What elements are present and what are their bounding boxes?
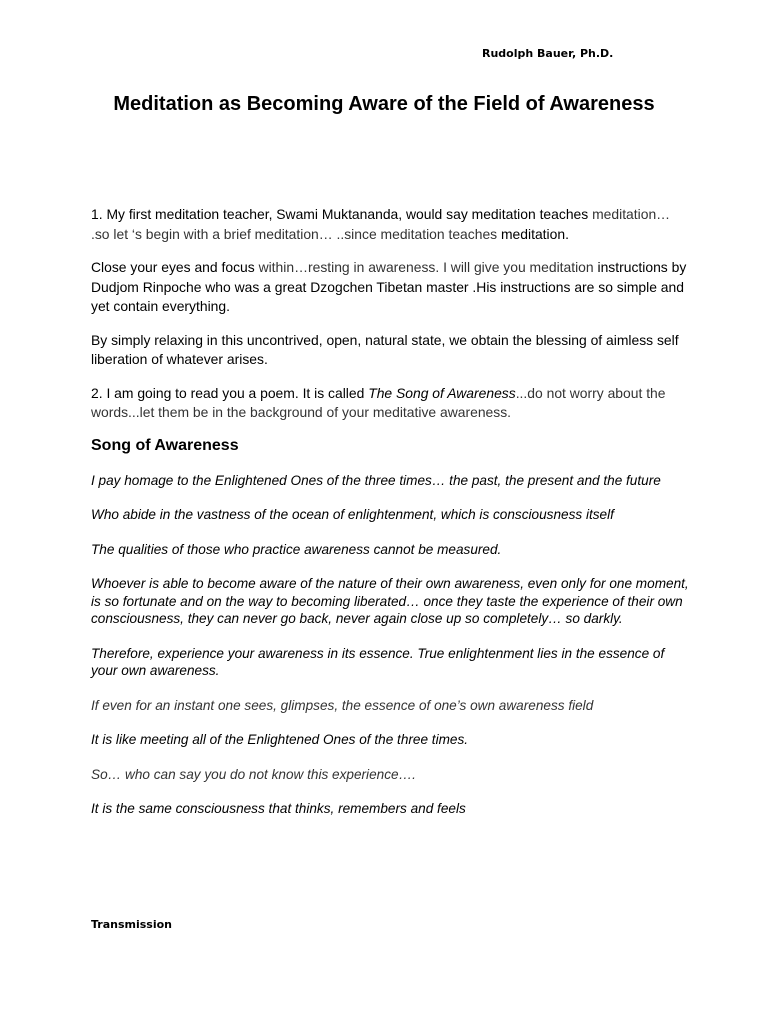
song-heading: Song of Awareness (91, 436, 239, 454)
paragraph-4 (91, 384, 691, 423)
paragraph-4-part-3: ...do not worry about the words...let them be in the background of your meditative awareness. (91, 384, 666, 420)
verse-6: If even for an instant one sees, glimpses, the essence of one’s own awareness field (91, 697, 594, 713)
paragraph-2-part-3: instructions by Dudjom Rinpoche who was a great Dzogchen Tibetan master .His instructions are so simple and yet contain everything. (91, 259, 687, 314)
verse-9: It is the same consciousness that thinks, remembers and feels (91, 801, 466, 816)
paragraph-3 (91, 331, 691, 370)
author-name: Rudolph Bauer, Ph.D. (482, 47, 614, 60)
poem-title-inline: The Song of Awareness (368, 384, 516, 401)
verse-3: The qualities of those who practice awareness cannot be measured. (91, 541, 502, 557)
verse-5: Therefore, experience your awareness in its essence. True enlightenment lies in the essence of your own awareness. (91, 645, 665, 678)
verse-2: Who abide in the vastness of the ocean of enlightenment, which is consciousness itself (91, 507, 614, 522)
footer-label: Transmission (91, 918, 173, 931)
paragraph-3-text: By simply relaxing in this uncontrived, open, natural state, we obtain the blessing of aimless self liberation of whatever arises. (91, 331, 679, 367)
paragraph-1 (91, 205, 691, 244)
paragraph-1-line-2: meditation… .so let ‘s begin with a brief meditation… ..since meditation teaches (91, 206, 671, 242)
document-body (91, 205, 691, 835)
verse-4: Whoever is able to become aware of the nature of their own awareness, even only for one moment, is so fortunate and on the way to becoming liberated… once they taste the experience of their own consciousness, they can never go back, never again close up so completely… so darkly. (91, 576, 689, 626)
paragraph-2 (91, 258, 691, 317)
page-title: Meditation as Becoming Aware of the Field of Awareness (113, 93, 655, 115)
verse-7: It is like meeting all of the Enlightened Ones of the three times. (91, 732, 469, 747)
paragraph-1-line-3: meditation. (500, 225, 569, 242)
paragraph-2-part-2: within…resting in awareness. I will give you meditation (258, 259, 594, 275)
verse-8: So… who can say you do not know this experience…. (91, 766, 416, 782)
paragraph-4-part-1: 2. I am going to read you a poem. It is called (91, 384, 369, 401)
paragraph-2-part-1: Close your eyes and focus (91, 259, 259, 275)
verse-1: I pay homage to the Enlightened Ones of the three times… the past, the present and the future (91, 472, 661, 488)
paragraph-1-line-1: 1. My first meditation teacher, Swami Muktananda, would say meditation teaches (91, 206, 589, 222)
